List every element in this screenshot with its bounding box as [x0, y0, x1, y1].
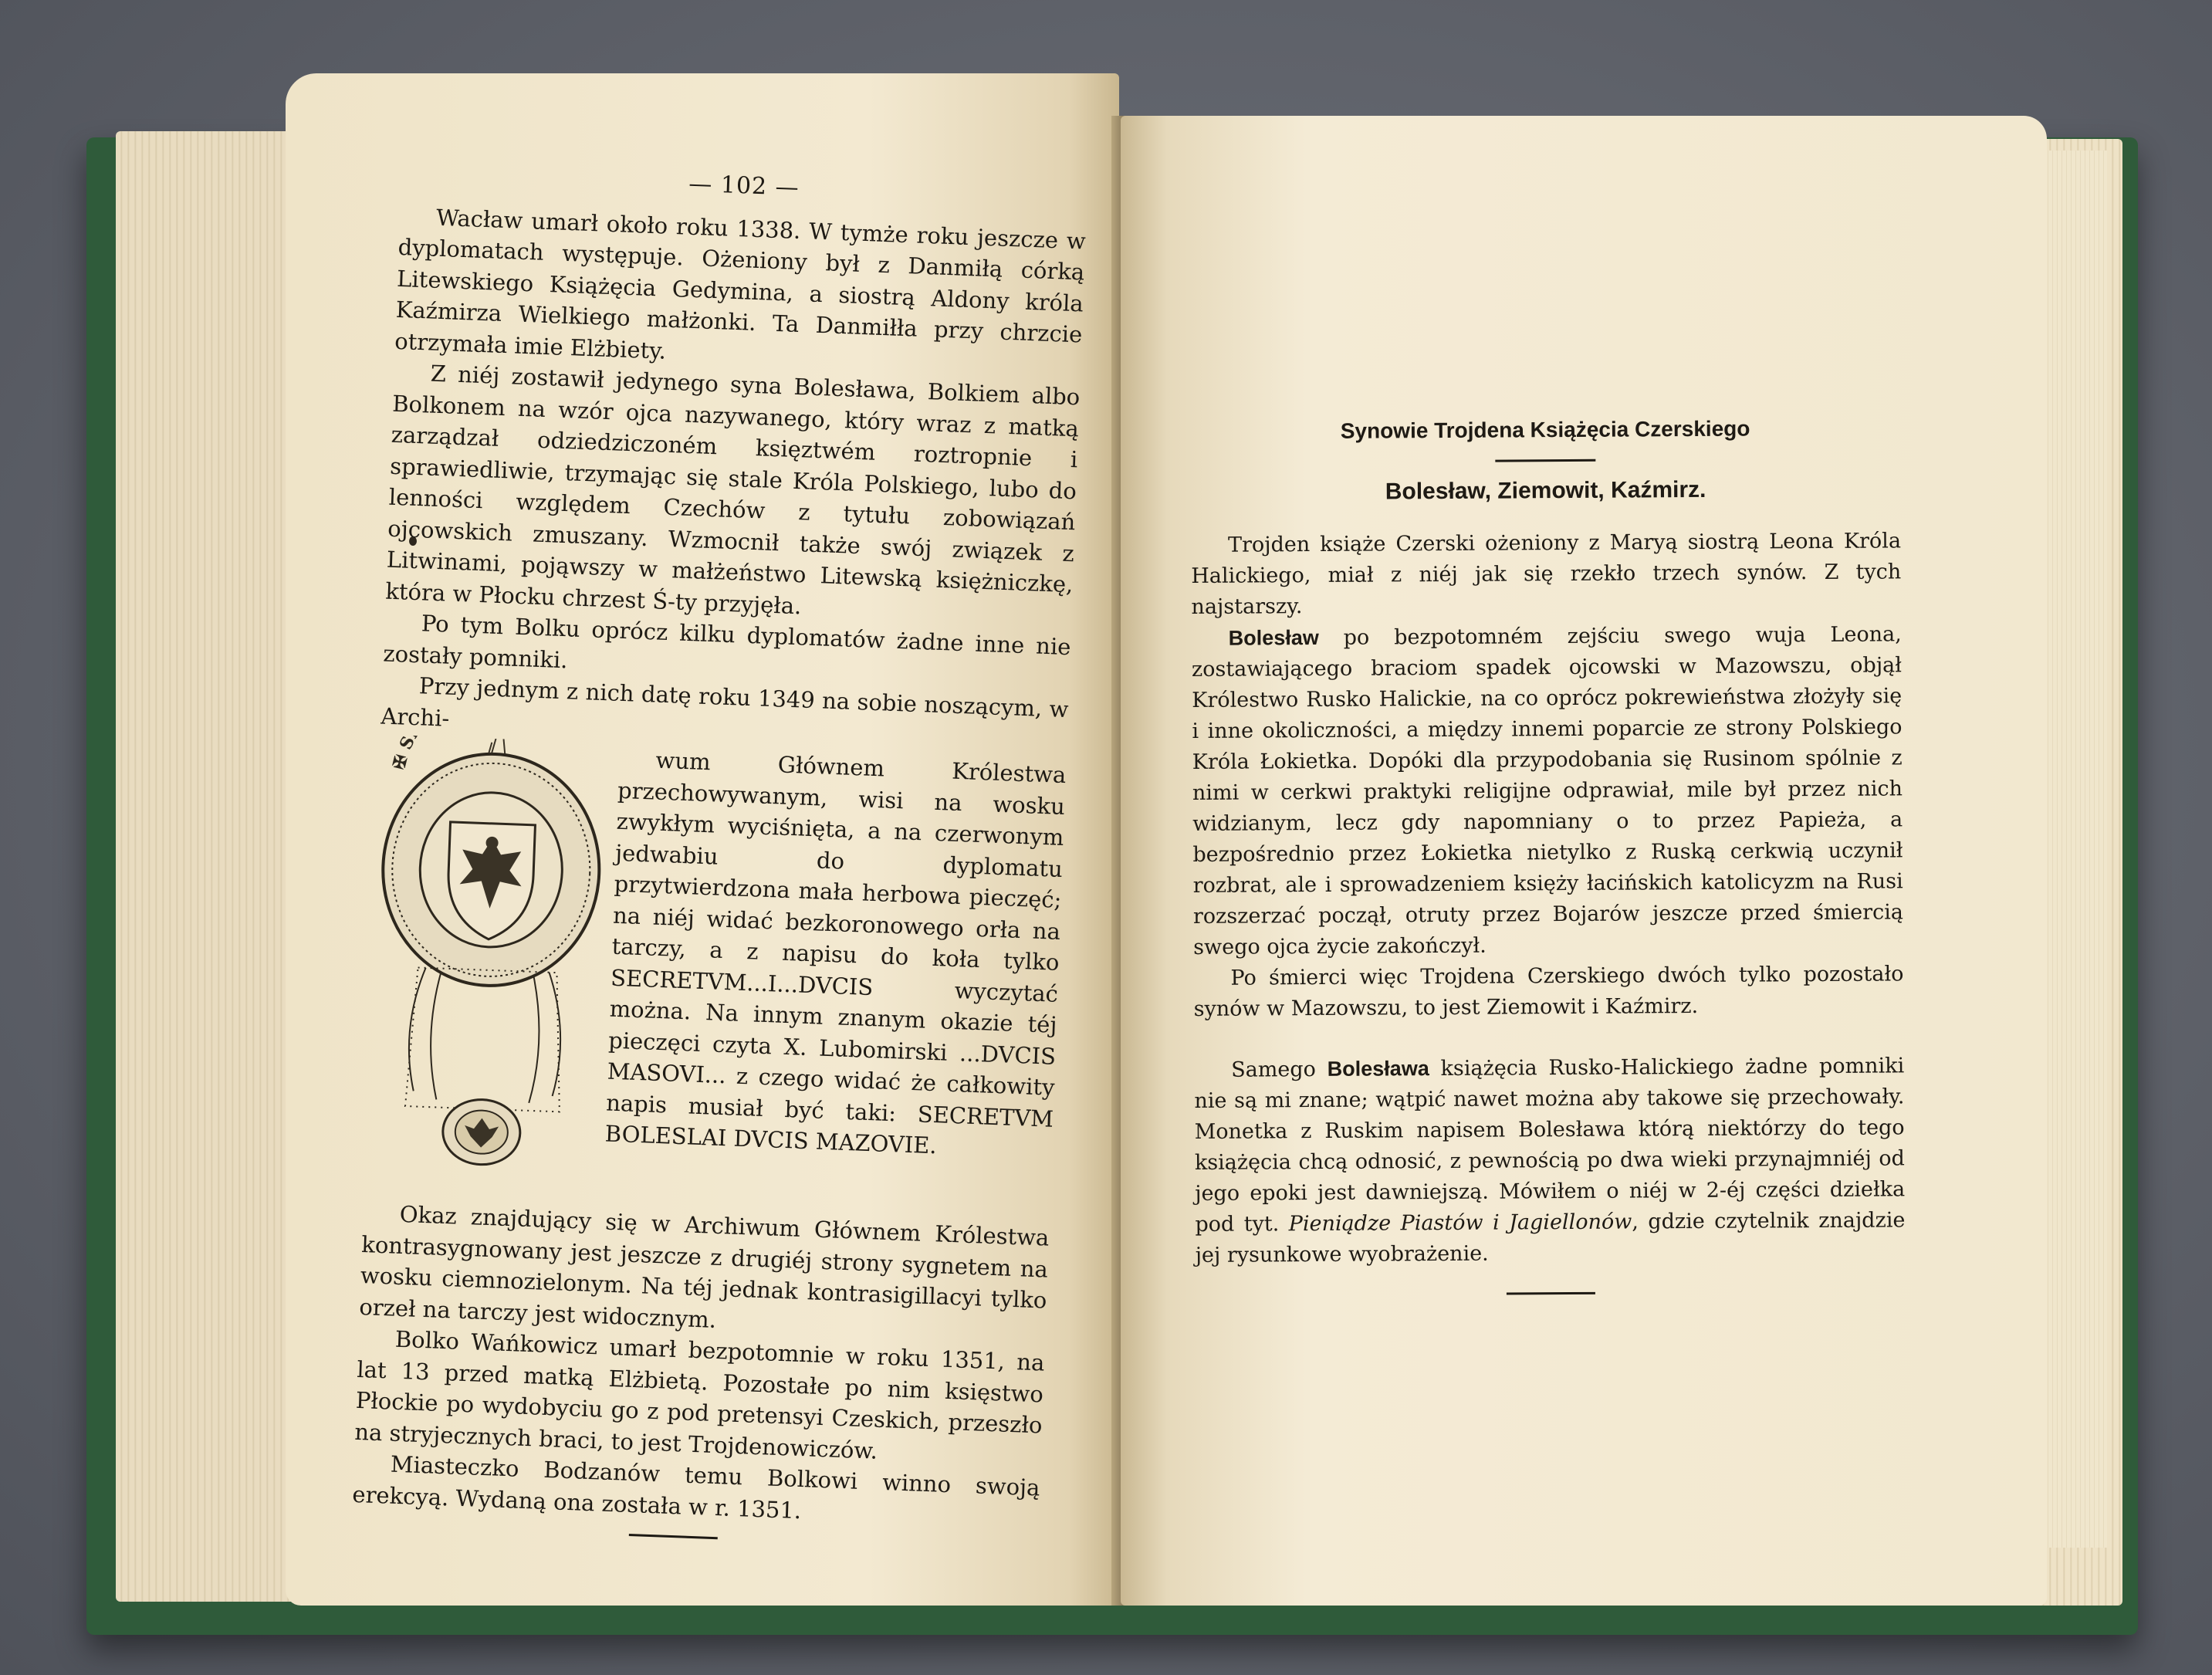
right-page-text — [1190, 412, 1906, 1297]
end-rule — [629, 1534, 718, 1539]
left-page-text — [351, 158, 1087, 1551]
right-page — [1121, 116, 2047, 1606]
seal-inscription: ✠ SECRETVM — [389, 734, 419, 772]
paragraph: Okaz znajdujący się w Archiwum Głównem Królestwa kontrasygnowany jest jeszcze z drugiéj strony sygnetem na wosku ciemnozielonym. Na téj jednak kontrasigillacyi tylko orzeł na tarczy jest widocznym. — [358, 1200, 1050, 1333]
chapter-heading: Synowie Trojdena Książęcia Czerskiego — [1340, 416, 1750, 443]
paragraph: Po śmierci więc Trojdena Czerskiego dwóch tylko pozostało synów w Mazowszu, to jest Ziemowit i Kaźmirz. — [1193, 962, 1904, 1021]
page-number: — 102 — — [688, 170, 800, 201]
bold-name: Bolesława — [1327, 1057, 1429, 1081]
paragraph: Bolko Wańkowicz umarł bezpotomnie w roku 1351, na lat 13 przed matką Elżbietą. Pozostałe po nim księstwo Płockie po wydobyciu go z pod pretensyi Czeskich, przeszło na stryjecznych braci, to jest Trojdenowiczów. — [353, 1325, 1045, 1464]
paragraph: Z niéj zostawił jedynego syna Bolesława, Bolkiem albo Bolkonem na wzór ojca nazywanego, który wraz z matką zarządzał odziedziczoném księztwém roztropnie i sprawiedliwie, trzymając się stale Króla Polskiego, lubo do lenności względem Czechów z tytułu zobowiązań ojcowskich zmuszany. Wzmocnił także swój związek z Litwinami, pojąwszy w małżeństwo Litewską księżniczkę, która w Płocku chrzest Ś-ty przyjęła. — [384, 360, 1081, 619]
seal-block — [364, 734, 1067, 1222]
paragraph — [1194, 1050, 1906, 1271]
paragraph: Wacław umarł około roku 1338. W tymże roku jeszcze w dyplomatach występuje. Ożeniony był z Danmiłą córką Litewskiego Książęcia Gedymina, a siostrą Aldony króla Kaźmirza Wielkiego małżonki. Ta Danmiłła przy chrzcie otrzymała imie Elżbiety. — [394, 204, 1087, 364]
italic-title: Pieniądze Piastów i Jagiellonów — [1288, 1210, 1632, 1237]
paragraph: Trojden książe Czerski ożeniony z Maryą siostrą Leona Króla Halickiego, miał z niéj jak się rzekło trzech synów. Z tych najstarszy. — [1191, 529, 1902, 619]
heading-rule — [1495, 459, 1595, 462]
seal-paragraph: wum Głównem Królestwa przechowywanym, wisi na wosku zwykłym wyciśnięta, a na czerwonym jedwabiu do dyplomatu przytwierdzona mała herbowa pieczęć; na niéj widać bezkoronowego orła na tarczy, a z napisu do koła tylko SECRETVM...I...DVCIS wyczytać można. Na innym znanym okazie téj pieczęci czyta X. Lubomirski ...DVCIS MASOVI... z czego widać że całkowity napis musiał być taki: SECRETVM BOLESLAI DVCIS MAZOVIE. — [604, 746, 1067, 1159]
chapter-subheading: Bolesław, Ziemowit, Kaźmirz. — [1385, 476, 1706, 505]
paragraph: Przy jednym z nich datę roku 1349 na sobie noszącym, w Archi- — [380, 672, 1070, 732]
paragraph-text: , gdzie czytelnik znajdzie jej rysunkowe wyobrażenie. — [1195, 1208, 1906, 1267]
paragraph: Miasteczko Bodzanów temu Bolkowi winno swoją erekcyą. Wydaną ona została w r. 1351. — [351, 1450, 1041, 1524]
left-page — [286, 73, 1119, 1606]
bold-name: Bolesław — [1228, 625, 1319, 650]
paragraph-text: Samego — [1231, 1057, 1328, 1082]
paragraph: Po tym Bolku oprócz kilku dyplomatów żadne inne nie zostały pomniki. — [382, 610, 1072, 673]
end-rule — [1506, 1292, 1595, 1295]
paragraph — [1192, 618, 1904, 963]
paragraph-text: po bezpotomném zejściu swego wuja Leona, zostawiającego braciom spadek ojcowski w Mazowszu, objął Królestwo Rusko Halickie, na co oprócz pokrewieństwa złożyły się i inne okoliczności, a między innemi poparcie ze strony Polskiego Króla Łokietka. Dopóki dla przypodobania się Rusinom spólnie z nimi w cerkwi praktyki religijne odprawiał, mile był przez nich widzianym, lecz gdy napomniany o to przez Papieża, a bezpośrednio przez Łokietka nietylko z Ruską cerkwią uczynił rozbrat, ale i sprowadzeniem księży łacińskich katolicyzm na Rusi rozszerzać począł, otruty przez Bojarów jeszcze przed śmiercią swego ojca życie zakończył. — [1191, 622, 1904, 959]
paragraph-text: książęcia Rusko-Halickiego żadne pomniki nie są mi znane; wątpić nawet można aby takowe się przechowały. Monetka z Ruskim napisem Bolesława którą niektórzy do tego książęcia chcą odnosić, z pewnością po dwa wieki przynajmniéj od jego epoki jest dawniejszą. Mówiłem o niéj w 2-éj części dziełka pod tyt. — [1194, 1054, 1906, 1237]
seal-illustration — [364, 734, 612, 1206]
seal-drawing — [364, 734, 612, 1206]
